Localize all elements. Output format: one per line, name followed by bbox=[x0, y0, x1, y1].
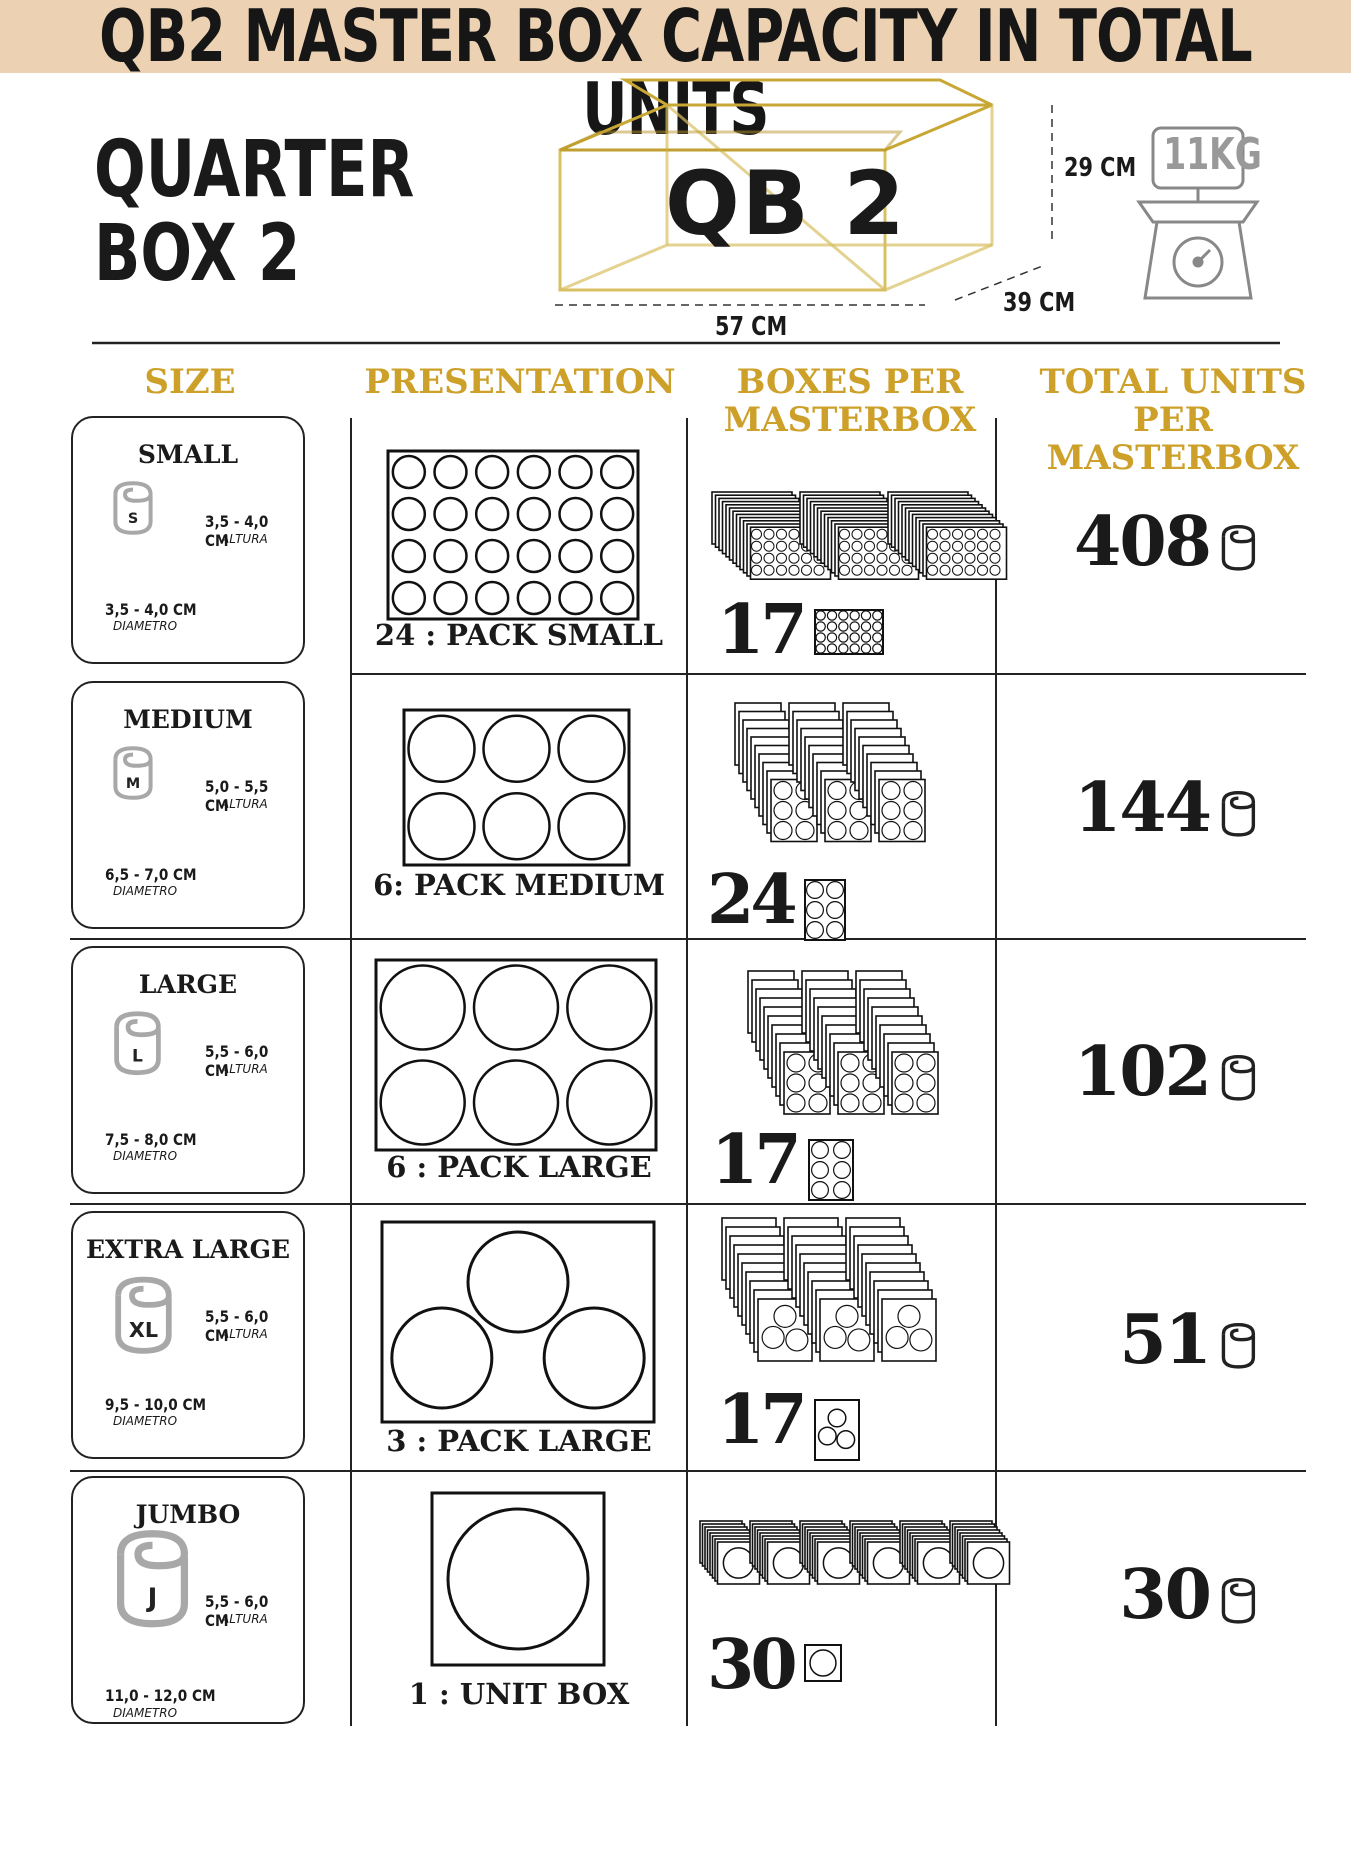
presentation-label: 3 : PACK LARGE bbox=[386, 1424, 652, 1458]
cup-size-letter: S bbox=[127, 511, 139, 528]
diametro-label: DIAMETRO bbox=[113, 1706, 178, 1720]
altura-label: ALTURA bbox=[221, 1327, 268, 1341]
size-name: SMALL bbox=[137, 440, 239, 469]
pack-illustration bbox=[382, 1222, 654, 1422]
row-divider bbox=[70, 938, 1306, 940]
size-card-jumbo bbox=[71, 1476, 305, 1724]
pack-mini-icon bbox=[803, 1643, 843, 1683]
box-height: 29 CM bbox=[1064, 153, 1137, 183]
cup-icon bbox=[109, 1010, 209, 1120]
cup-icon bbox=[1218, 1322, 1262, 1374]
diametro-label: DIAMETRO bbox=[113, 619, 178, 633]
row-divider bbox=[70, 1470, 1306, 1472]
box-label: QB 2 bbox=[665, 152, 907, 255]
cup-size-letter: XL bbox=[128, 1318, 159, 1343]
diametro-value: 6,5 - 7,0 CM bbox=[105, 865, 197, 884]
cup-icon bbox=[1218, 1054, 1262, 1106]
size-card-small bbox=[71, 416, 305, 664]
row-divider bbox=[350, 673, 1306, 675]
diametro-label: DIAMETRO bbox=[113, 884, 178, 898]
diametro-value: 11,0 - 12,0 CM bbox=[105, 1686, 216, 1705]
box-name-line2: BOX 2 bbox=[94, 209, 301, 299]
altura-label: ALTURA bbox=[221, 797, 268, 811]
presentation-label: 6 : PACK LARGE bbox=[386, 1150, 652, 1184]
boxes-per-masterbox: 17 bbox=[717, 1380, 804, 1460]
page-title: QB2 MASTER BOX CAPACITY IN TOTAL UNITS bbox=[99, 0, 1252, 151]
boxes-per-masterbox: 17 bbox=[711, 1120, 798, 1200]
altura-value: 5,5 - 6,0 CM bbox=[205, 1042, 269, 1080]
size-card-large bbox=[71, 946, 305, 1194]
box-weight: 11KG bbox=[1163, 129, 1262, 180]
masterbox-stack-illustration bbox=[715, 693, 951, 860]
header-size: SIZE bbox=[144, 362, 236, 402]
header-total-line2: PER MASTERBOX bbox=[1046, 400, 1300, 478]
header-presentation: PRESENTATION bbox=[364, 362, 676, 402]
diametro-value: 9,5 - 10,0 CM bbox=[105, 1395, 207, 1414]
box-depth: 39 CM bbox=[1003, 288, 1076, 318]
total-units: 30 bbox=[1119, 1555, 1210, 1635]
size-name: MEDIUM bbox=[123, 705, 253, 734]
diametro-label: DIAMETRO bbox=[113, 1149, 178, 1163]
diametro-label: DIAMETRO bbox=[113, 1414, 178, 1428]
pack-mini-icon bbox=[807, 1138, 855, 1202]
masterbox-stack-illustration bbox=[728, 961, 964, 1133]
boxes-per-masterbox: 24 bbox=[707, 860, 794, 940]
pack-illustration bbox=[388, 451, 638, 619]
header-boxes-per-masterbox bbox=[710, 363, 990, 439]
boxes-per-masterbox: 17 bbox=[717, 590, 804, 670]
cup-icon bbox=[1218, 1577, 1262, 1629]
column-divider bbox=[350, 418, 352, 1726]
cup-icon bbox=[1218, 524, 1262, 576]
pack-illustration bbox=[376, 960, 656, 1150]
total-units: 144 bbox=[1074, 768, 1210, 848]
total-units: 102 bbox=[1074, 1032, 1210, 1112]
pack-mini-icon bbox=[813, 608, 885, 656]
size-name: LARGE bbox=[138, 970, 238, 999]
altura-value: 3,5 - 4,0 CM bbox=[205, 512, 269, 550]
altura-label: ALTURA bbox=[221, 1612, 268, 1626]
diametro-value: 3,5 - 4,0 CM bbox=[105, 600, 197, 619]
cup-size-letter: L bbox=[132, 1046, 143, 1067]
presentation-label: 6: PACK MEDIUM bbox=[373, 868, 665, 902]
header-boxes-line1: BOXES PER bbox=[736, 362, 964, 402]
size-name: JUMBO bbox=[135, 1500, 241, 1529]
header-boxes-line2: MASTERBOX bbox=[723, 400, 977, 440]
altura-label: ALTURA bbox=[221, 532, 268, 546]
total-units: 51 bbox=[1119, 1300, 1210, 1380]
cup-size-letter: M bbox=[125, 776, 141, 793]
total-units: 408 bbox=[1074, 502, 1210, 582]
altura-value: 5,5 - 6,0 CM bbox=[205, 1592, 269, 1630]
diametro-value: 7,5 - 8,0 CM bbox=[105, 1130, 197, 1149]
pack-illustration bbox=[432, 1493, 604, 1665]
altura-value: 5,0 - 5,5 CM bbox=[205, 777, 269, 815]
pack-mini-icon bbox=[813, 1398, 861, 1462]
masterbox-stack-illustration bbox=[692, 482, 1032, 592]
row-divider bbox=[70, 1203, 1306, 1205]
size-card-extra-large bbox=[71, 1211, 305, 1459]
size-name: EXTRA LARGE bbox=[85, 1235, 291, 1264]
altura-label: ALTURA bbox=[221, 1062, 268, 1076]
cup-icon bbox=[109, 745, 209, 855]
presentation-label: 1 : UNIT BOX bbox=[408, 1677, 630, 1711]
altura-value: 5,5 - 6,0 CM bbox=[205, 1307, 269, 1345]
cup-size-letter: J bbox=[147, 1583, 158, 1614]
cup-icon bbox=[1218, 790, 1262, 842]
size-card-medium bbox=[71, 681, 305, 929]
box-name-line1: QUARTER bbox=[94, 125, 415, 215]
header-total-units bbox=[1003, 363, 1343, 477]
pack-illustration bbox=[404, 710, 629, 865]
masterbox-stack-illustration bbox=[680, 1511, 1028, 1597]
boxes-per-masterbox: 30 bbox=[707, 1625, 794, 1705]
masterbox-stack-illustration bbox=[702, 1208, 962, 1380]
presentation-label: 24 : PACK SMALL bbox=[374, 618, 664, 652]
pack-mini-icon bbox=[803, 878, 847, 942]
cup-icon bbox=[109, 480, 209, 590]
cup-icon bbox=[109, 1528, 209, 1638]
header-total-line1: TOTAL UNITS bbox=[1039, 362, 1307, 402]
box-width: 57 CM bbox=[715, 312, 788, 342]
cup-icon bbox=[109, 1275, 209, 1385]
